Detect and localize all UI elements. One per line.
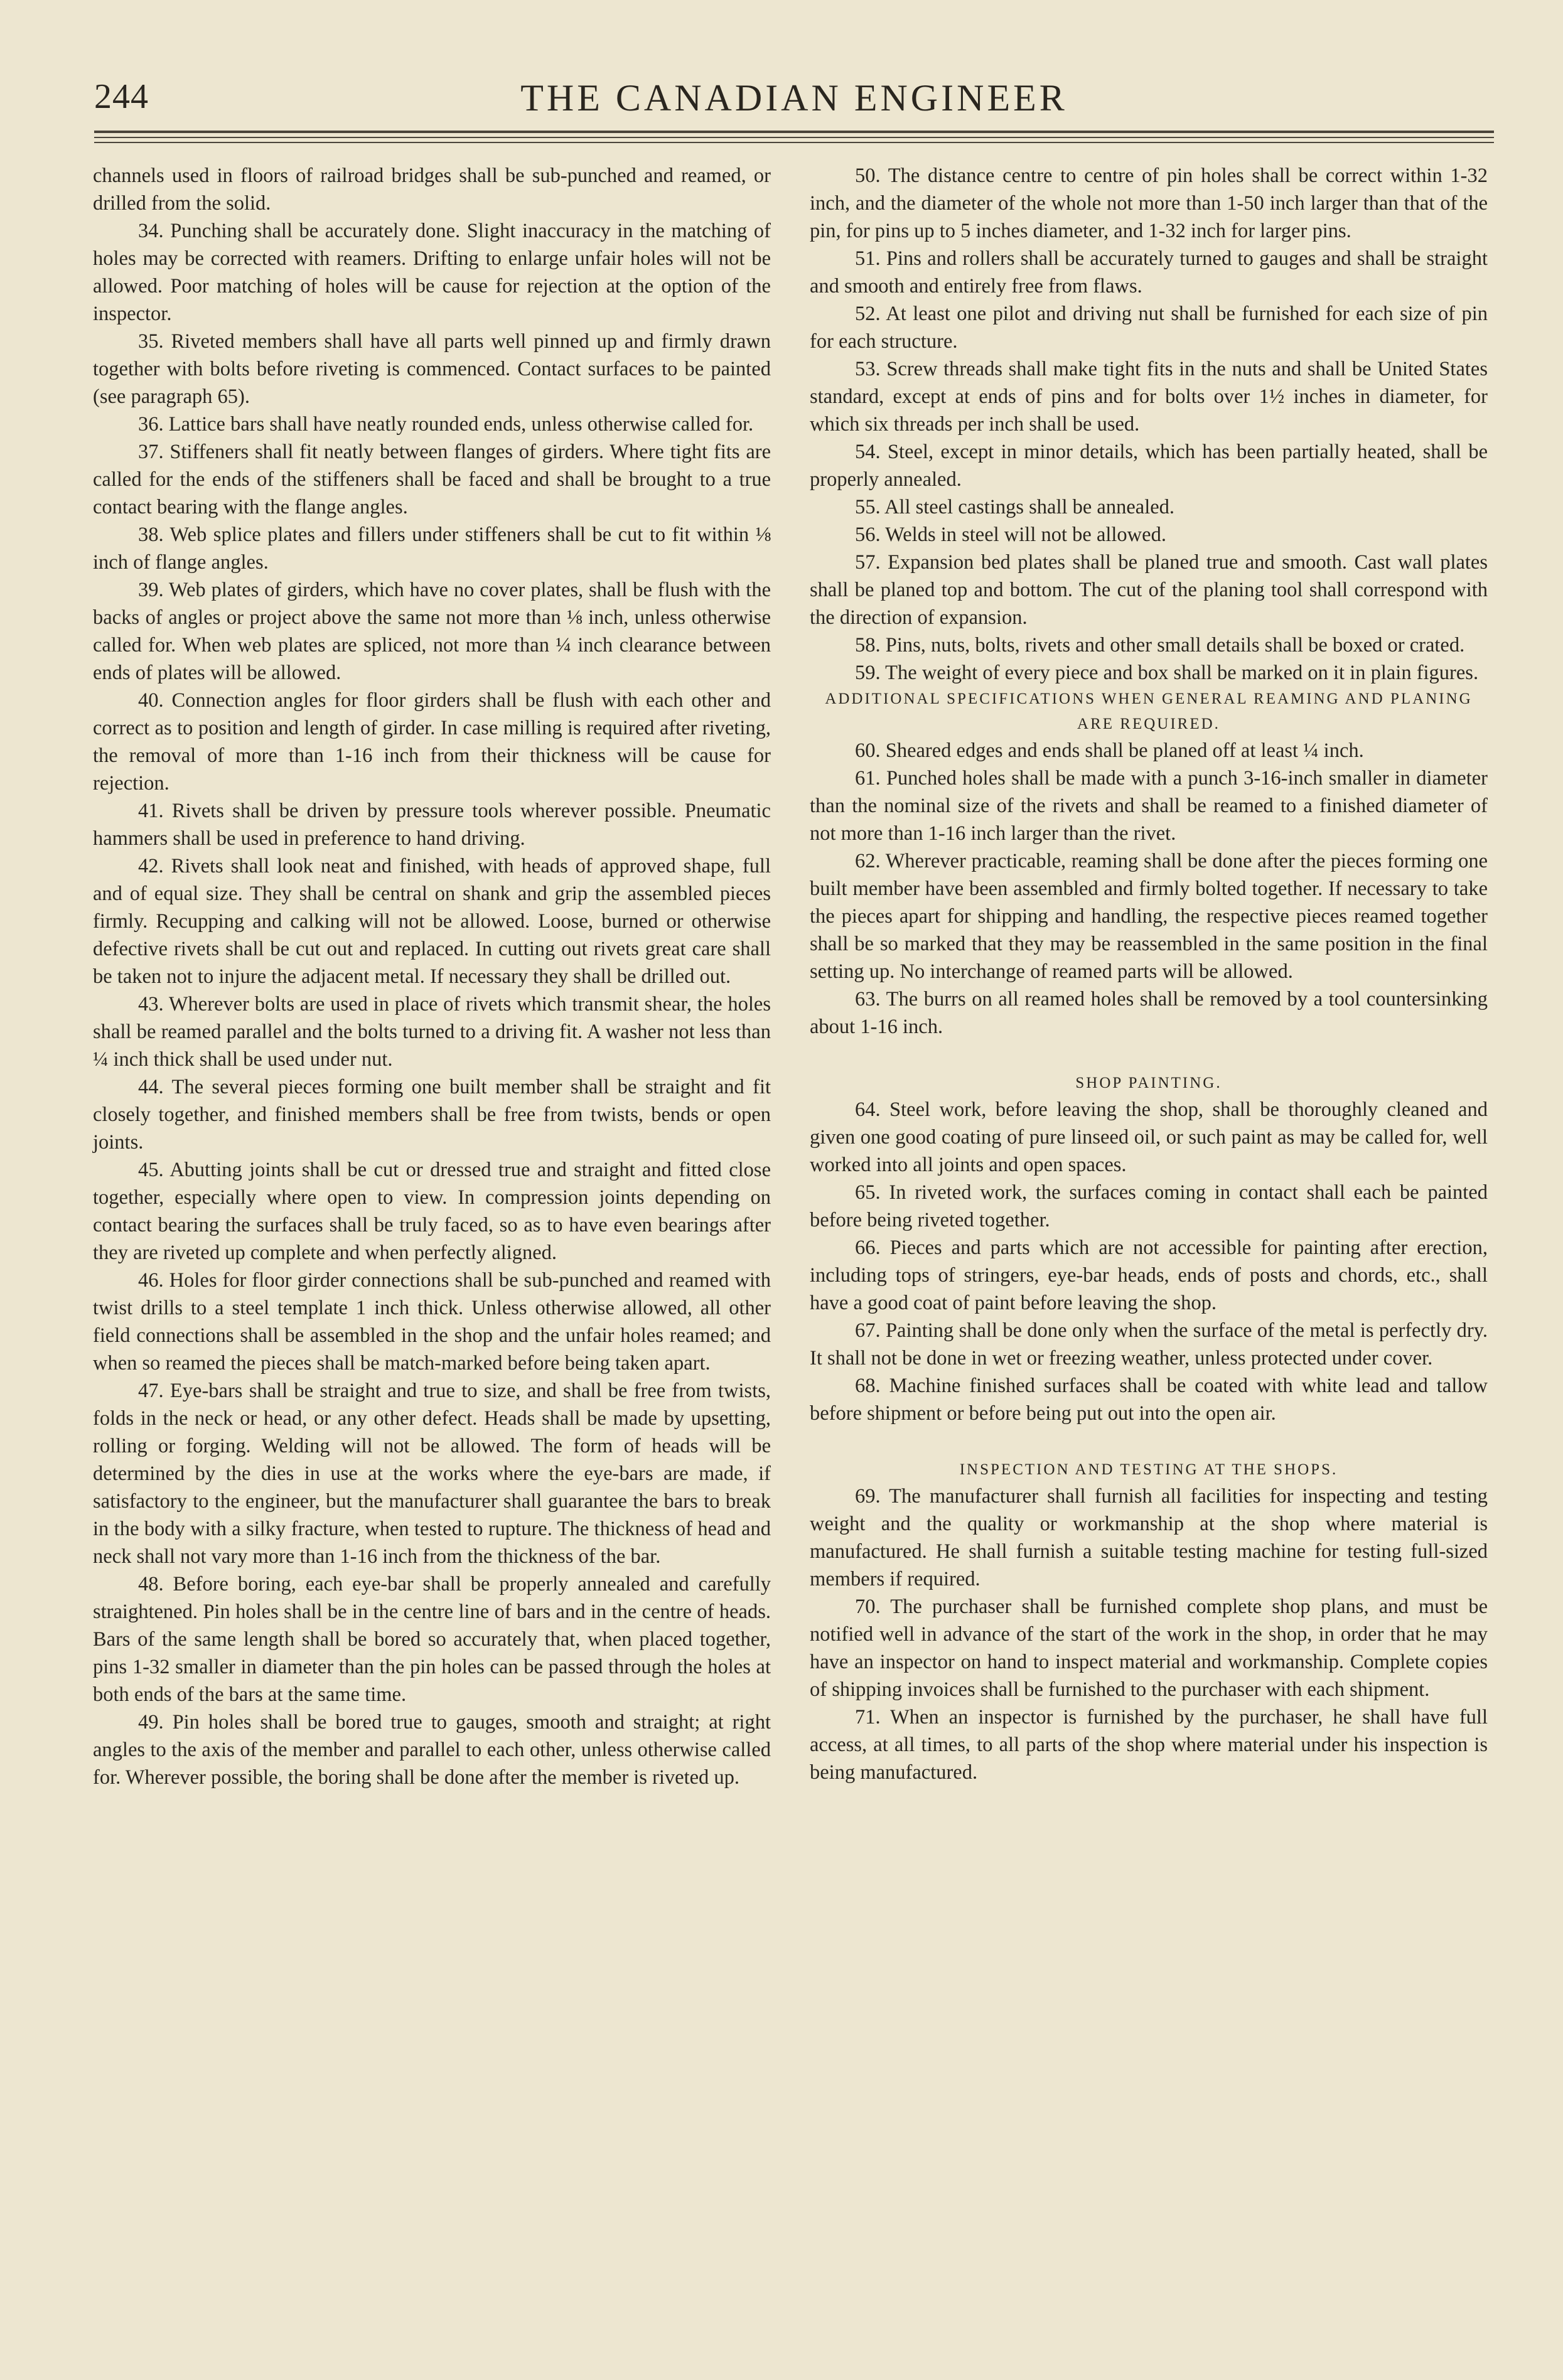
paragraph: 58. Pins, nuts, bolts, rivets and other small details shall be boxed or crated. xyxy=(855,634,1465,657)
paragraph: 35. Riveted members shall have all parts well pinned up and firmly drawn together with bolts before riveting is commenced. Contact surfaces to be painted (see paragraph 65). xyxy=(93,330,771,408)
page-number: 244 xyxy=(94,77,149,116)
paragraph: 52. At least one pilot and driving nut shall be furnished for each size of pin for each structure. xyxy=(810,303,1488,353)
section-heading-inspection: INSPECTION AND TESTING AT THE SHOPS. xyxy=(959,1461,1338,1478)
paragraph: 45. Abutting joints shall be cut or dressed true and straight and fitted close together, especially where open to view. In compression joints depending on contact bearing the surfaces shall be truly faced, so as to have even bearings after they are riveted up complete and when perfectly aligned. xyxy=(93,1159,771,1264)
section-heading-painting: SHOP PAINTING. xyxy=(1075,1075,1222,1091)
paragraph: 68. Machine finished surfaces shall be coated with white lead and tallow before shipment or before being put out into the open air. xyxy=(810,1375,1488,1425)
paragraph: 41. Rivets shall be driven by pressure tools wherever possible. Pneumatic hammers shall be used in preference to hand driving. xyxy=(93,800,771,850)
paragraph: channels used in floors of railroad bridges shall be sub-punched and reamed, or drilled from the solid. xyxy=(93,164,771,215)
paragraph: 66. Pieces and parts which are not accessible for painting after erection, including tops of stringers, eye-bar heads, ends of posts and chords, etc., shall have a good coat of paint before leaving the shop. xyxy=(810,1236,1488,1314)
paragraph: 44. The several pieces forming one built member shall be straight and fit closely together, and finished members shall be free from twists, bends or open joints. xyxy=(93,1076,771,1154)
paragraph: 38. Web splice plates and fillers under stiffeners shall be cut to fit within ⅛ inch of flange angles. xyxy=(93,523,771,574)
paragraph: 42. Rivets shall look neat and finished, with heads of approved shape, full and of equal size. They shall be central on shank and grip the assembled pieces firmly. Recupping and calking will not be allowed. Loose, burned or otherwise defective rivets shall be cut out and replaced. In cutting out rivets great care shall be taken not to injure the adjacent metal. If necessary they shall be drilled out. xyxy=(93,855,771,988)
right-column xyxy=(810,162,1488,1786)
paragraph: 54. Steel, except in minor details, which has been partially heated, shall be properly annealed. xyxy=(810,441,1488,491)
paragraph: 57. Expansion bed plates shall be planed true and smooth. Cast wall plates shall be planed top and bottom. The cut of the planing tool shall correspond with the direction of expansion. xyxy=(810,551,1488,629)
paragraph: 56. Welds in steel will not be allowed. xyxy=(855,523,1166,546)
paragraph: 34. Punching shall be accurately done. Slight inaccuracy in the matching of holes may be corrected with reamers. Drifting to enlarge unfair holes will not be allowed. Poor matching of holes will be cause for rejection at the option of the inspector. xyxy=(93,220,771,325)
page-header xyxy=(94,70,1494,133)
section-heading-reaming: ADDITIONAL SPECIFICATIONS WHEN GENERAL REAMING AND PLANING ARE REQUIRED. xyxy=(825,690,1473,732)
paragraph: 39. Web plates of girders, which have no cover plates, shall be flush with the backs of angles or project above the same not more than ⅛ inch, unless otherwise called for. When web plates are spliced, not more than ¼ inch clearance between ends of plates will be allowed. xyxy=(93,579,771,684)
paragraph: 60. Sheared edges and ends shall be planed off at least ¼ inch. xyxy=(855,739,1364,762)
paragraph: 70. The purchaser shall be furnished complete shop plans, and must be notified well in advance of the start of the work in the shop, in order that he may have an inspector on hand to inspect material and workmanship. Complete copies of shipping invoices shall be furnished to the purchaser with each shipment. xyxy=(810,1595,1488,1701)
header-rule xyxy=(94,131,1494,133)
paragraph: 62. Wherever practicable, reaming shall be done after the pieces forming one built member have been assembled and firmly bolted together. If necessary to take the pieces apart for shipping and handling, the respective pieces reamed together shall be so marked that they may be reassembled in the same position in the final setting up. No interchange of reamed parts will be allowed. xyxy=(810,850,1488,983)
paragraph: 43. Wherever bolts are used in place of rivets which transmit shear, the holes shall be reamed parallel and the bolts turned to a driving fit. A washer not less than ¼ inch thick shall be used under nut. xyxy=(93,993,771,1071)
paragraph: 65. In riveted work, the surfaces coming in contact shall each be painted before being riveted together. xyxy=(810,1181,1488,1231)
journal-title: THE CANADIAN ENGINEER xyxy=(520,77,1068,119)
paragraph: 50. The distance centre to centre of pin holes shall be correct within 1-32 inch, and the diameter of the whole not more than 1-50 inch larger than that of the pin, for pins up to 5 inches diameter, and 1-32 inch for larger pins. xyxy=(810,164,1488,242)
paragraph: 37. Stiffeners shall fit neatly between flanges of girders. Where tight fits are called for the ends of the stiffeners shall be faced and shall be brought to a true contact bearing with the flange angles. xyxy=(93,441,771,518)
header-rule xyxy=(94,142,1494,143)
paragraph: 55. All steel castings shall be annealed. xyxy=(855,496,1175,518)
paragraph: 36. Lattice bars shall have neatly rounded ends, unless otherwise called for. xyxy=(138,413,754,436)
paragraph: 49. Pin holes shall be bored true to gauges, smooth and straight; at right angles to the axis of the member and parallel to each other, unless otherwise called for. Wherever possible, the boring shall be done after the member is riveted up. xyxy=(93,1711,771,1789)
paragraph: 64. Steel work, before leaving the shop, shall be thoroughly cleaned and given one good coating of pure linseed oil, or such paint as may be called for, well worked into all joints and open spaces. xyxy=(810,1098,1488,1176)
paragraph: 61. Punched holes shall be made with a punch 3-16-inch smaller in diameter than the nominal size of the rivets and shall be reamed to a finished diameter of not more than 1-16 inch larger than the rivet. xyxy=(810,767,1488,845)
paragraph: 59. The weight of every piece and box shall be marked on it in plain figures. xyxy=(855,662,1479,684)
paragraph: 71. When an inspector is furnished by the purchaser, he shall have full access, at all times, to all parts of the shop where material under his inspection is being manufactured. xyxy=(810,1706,1488,1784)
paragraph: 46. Holes for floor girder connections shall be sub-punched and reamed with twist drills to a steel template 1 inch thick. Unless otherwise allowed, all other field connections shall be assembled in the shop and the unfair holes reamed; and when so reamed the pieces shall be match-marked before being taken apart. xyxy=(93,1269,771,1375)
paragraph: 48. Before boring, each eye-bar shall be properly annealed and carefully straightened. Pin holes shall be in the centre line of bars and in the centre of heads. Bars of the same length shall be bored so accurately that, when placed together, pins 1-32 smaller in diameter than the pin holes can be passed through the holes at both ends of the bars at the same time. xyxy=(93,1573,771,1706)
paragraph: 47. Eye-bars shall be straight and true to size, and shall be free from twists, folds in the neck or head, or any other defect. Heads shall be made by upsetting, rolling or forging. Welding will not be allowed. The form of heads will be determined by the dies in use at the works where the eye-bars are made, if satisfactory to the engineer, but the manufacturer shall guarantee the bars to break in the body with a silky fracture, when tested to rupture. The thickness of head and neck shall not vary more than 1-16 inch from the thickness of the bar. xyxy=(93,1380,771,1568)
paragraph: 63. The burrs on all reamed holes shall be removed by a tool countersinking about 1-16 inch. xyxy=(810,988,1488,1038)
paragraph: 40. Connection angles for floor girders shall be flush with each other and correct as to position and length of girder. In case milling is required after riveting, the removal of more than 1-16 inch from their thickness will be cause for rejection. xyxy=(93,689,771,795)
paragraph: 51. Pins and rollers shall be accurately turned to gauges and shall be straight and smooth and entirely free from flaws. xyxy=(810,247,1488,298)
header-rule xyxy=(94,137,1494,138)
paragraph: 53. Screw threads shall make tight fits in the nuts and shall be United States standard, except at ends of pins and for bolts over 1½ inches in diameter, for which six threads per inch shall be used. xyxy=(810,358,1488,436)
left-column xyxy=(93,162,771,1791)
paragraph: 67. Painting shall be done only when the surface of the metal is perfectly dry. It shall not be done in wet or freezing weather, unless protected under cover. xyxy=(810,1319,1488,1370)
paragraph: 69. The manufacturer shall furnish all facilities for inspecting and testing weight and the quality or workmanship at the shop where material is manufactured. He shall furnish a suitable testing machine for testing full-sized members if required. xyxy=(810,1485,1488,1590)
